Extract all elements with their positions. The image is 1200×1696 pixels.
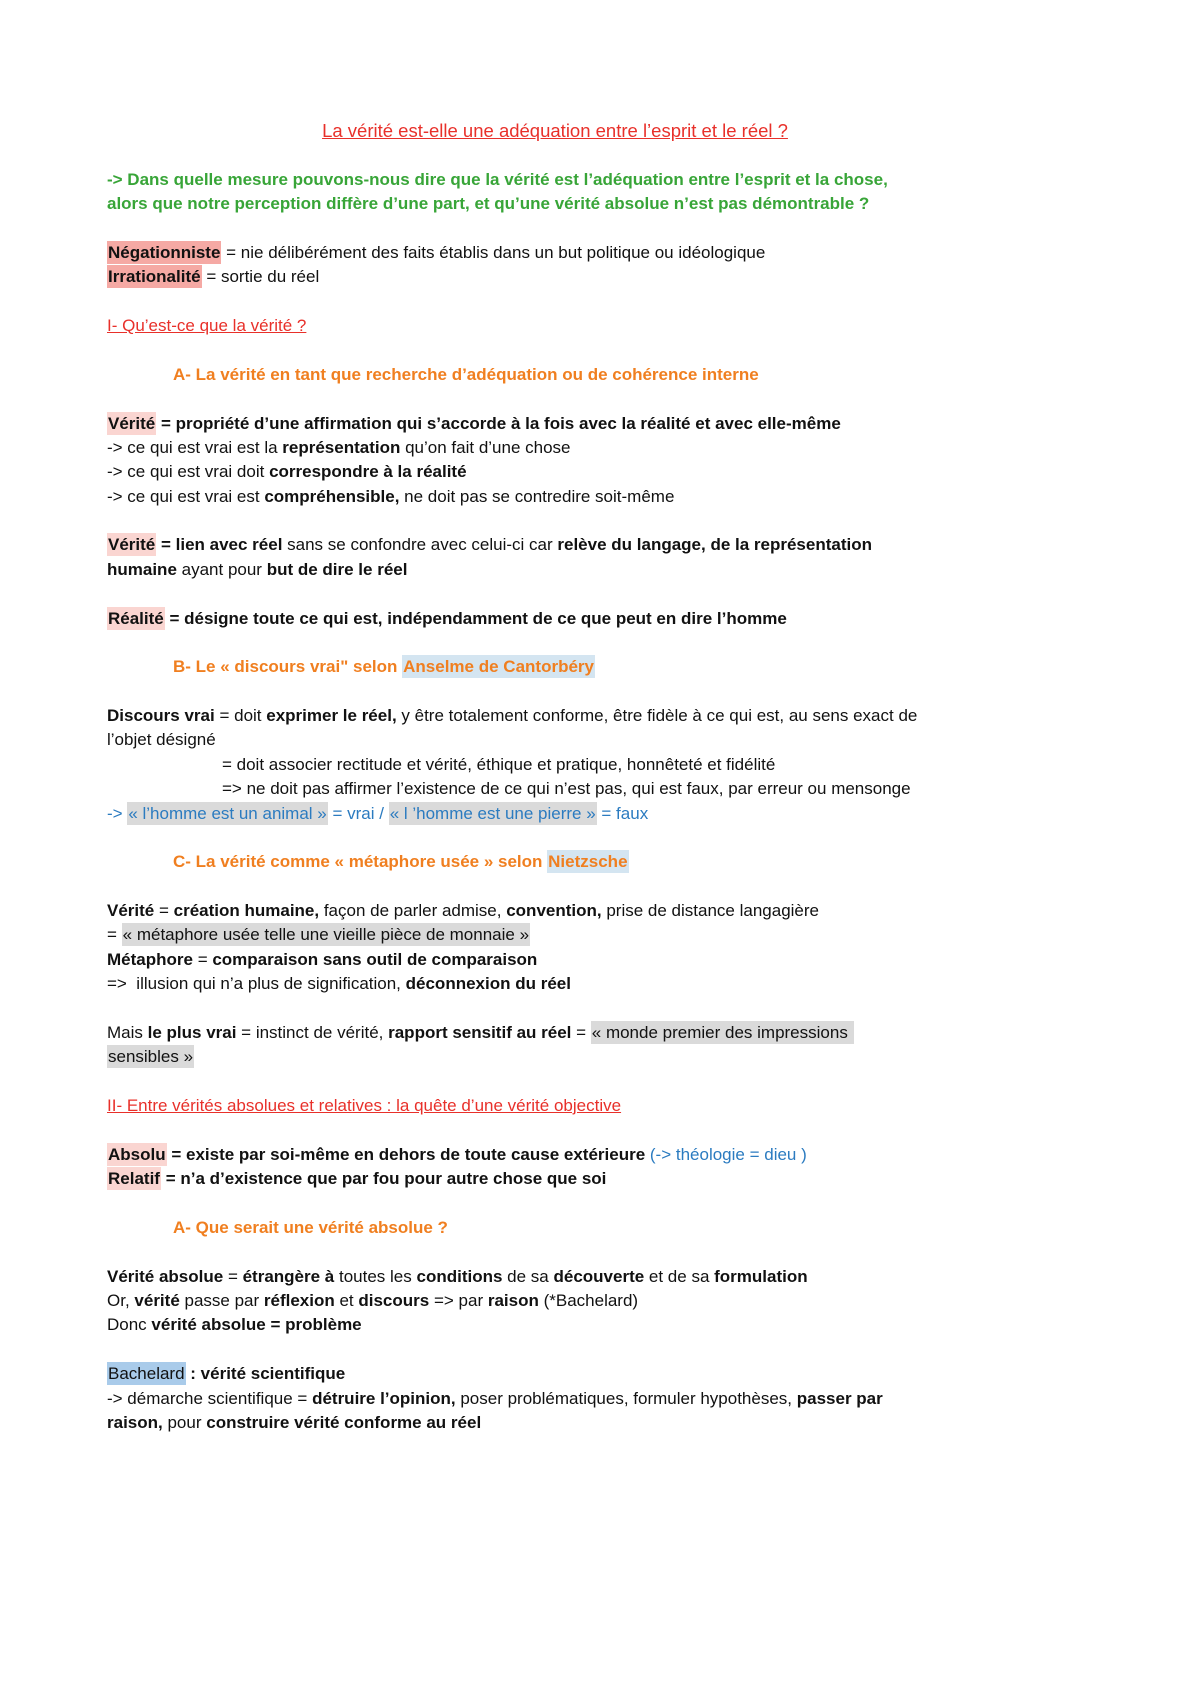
- text-run: ne doit pas se contredire soit-même: [399, 486, 675, 506]
- text-run: A- La vérité en tant que recherche d’adéquation ou de cohérence interne: [173, 364, 759, 384]
- bold-text: étrangère à: [242, 1266, 335, 1286]
- highlighted-term: Vérité: [108, 535, 156, 555]
- text-line: [107, 972, 1200, 996]
- text-run: I- Qu’est-ce que la vérité ?: [107, 316, 307, 335]
- text-run: (*Bachelard): [538, 1291, 639, 1310]
- highlighted-term: Relatif: [108, 1169, 160, 1189]
- bold-text: = propriété d’une affirmation qui s’accorde à la fois avec la réalité et avec elle-même: [156, 413, 841, 433]
- bold-text: réflexion: [263, 1291, 335, 1310]
- text-run: II- Entre vérités absolues et relatives : la quête d’une vérité objective: [107, 1096, 622, 1115]
- highlighted-term: « métaphore usée telle une vieille pièce de monnaie »: [122, 925, 530, 945]
- text-run: => ne doit pas affirmer l’existence de ce qui n’est pas, qui est faux, par erreur ou mensonge: [222, 779, 911, 799]
- definition-block: [107, 1143, 1200, 1192]
- bold-text: but de dire le réel: [266, 559, 408, 579]
- text-run: -> ce qui est vrai est: [107, 486, 265, 506]
- highlighted-term: Absolu: [108, 1144, 166, 1164]
- bold-text: alors que notre perception diffère d’une part, et qu’une vérité absolue n’est pas démontrable ?: [107, 194, 870, 214]
- text-line: [107, 607, 1200, 631]
- text-run: poser problématiques, formuler hypothèses,: [455, 1388, 797, 1408]
- text-run: C- La vérité comme « métaphore usée » selon: [173, 852, 548, 872]
- text-run: =: [154, 901, 174, 920]
- text-line: [107, 1094, 1200, 1118]
- bold-text: Vérité: [107, 901, 155, 920]
- text-run: =: [223, 1266, 243, 1286]
- section-heading: [107, 314, 1200, 338]
- highlighted-term: Nietzsche: [548, 852, 628, 872]
- text-run: => illusion qui n’a plus de signification,: [107, 974, 406, 994]
- bold-text: détruire l’opinion,: [312, 1388, 456, 1408]
- paragraph: [107, 1362, 1200, 1435]
- subsection-heading: [107, 1216, 1200, 1240]
- problematique: [107, 168, 1200, 217]
- text-line: [107, 1387, 1200, 1411]
- bold-text: vérité absolue = problème: [151, 1315, 362, 1335]
- text-run: => par: [429, 1291, 488, 1310]
- text-run: y être totalement conforme, être fidèle à ce qui est, au sens exact de: [396, 706, 918, 725]
- text-run: = faux: [596, 803, 649, 823]
- highlighted-term: « l ’homme est une pierre »: [389, 803, 596, 823]
- text-run: et de sa: [644, 1266, 715, 1286]
- text-line: [107, 923, 1200, 947]
- text-line: [107, 265, 1200, 289]
- paragraph: [107, 704, 1200, 826]
- text-run: -> démarche scientifique =: [107, 1388, 313, 1408]
- text-line: [107, 241, 1200, 265]
- bold-text: = désigne toute ce qui est, indépendamment de ce que peut en dire l’homme: [164, 608, 787, 628]
- text-line: [107, 1167, 1200, 1191]
- bold-text: : vérité scientifique: [185, 1364, 346, 1384]
- text-run: ayant pour: [176, 559, 267, 579]
- paragraph: [107, 607, 1200, 631]
- text-line: [107, 436, 1200, 460]
- text-line: [107, 460, 1200, 484]
- text-run: (-> théologie = dieu ): [645, 1144, 807, 1164]
- bold-text: création humaine,: [173, 901, 320, 920]
- bold-text: = n’a d’existence que par fou pour autre chose que soi: [160, 1169, 607, 1189]
- text-line: [107, 1362, 1200, 1386]
- bold-text: = existe par soi-même en dehors de toute cause extérieure: [166, 1144, 646, 1164]
- bold-text: le plus vrai: [147, 1022, 237, 1042]
- bold-text: humaine: [107, 559, 177, 579]
- text-run: ->: [107, 803, 128, 823]
- section-heading: [107, 1094, 1200, 1118]
- paragraph: [107, 1021, 1200, 1070]
- page-title: La vérité est-elle une adéquation entre l’esprit et le réel ?: [322, 120, 788, 141]
- bold-text: correspondre à la réalité: [269, 462, 467, 482]
- bold-text: = lien avec réel: [156, 535, 283, 555]
- subsection-heading: [107, 850, 1200, 874]
- text-run: sans se confondre avec celui-ci car: [282, 535, 558, 555]
- bold-text: découverte: [553, 1266, 645, 1286]
- text-run: =: [107, 925, 122, 945]
- text-run: qu’on fait d’une chose: [400, 437, 571, 457]
- paragraph: [107, 1265, 1200, 1338]
- subsection-heading: [107, 363, 1200, 387]
- text-run: = doit associer rectitude et vérité, éthique et pratique, honnêteté et fidélité: [222, 754, 776, 774]
- bold-text: comparaison sans outil de comparaison: [212, 949, 538, 969]
- bold-text: -> Dans quelle mesure pouvons-nous dire que la vérité est l’adéquation entre l’esprit et la chose,: [107, 169, 888, 189]
- text-line: [107, 1021, 1200, 1045]
- text-run: = doit: [214, 706, 267, 725]
- text-line: [107, 1216, 1200, 1240]
- bold-text: vérité: [134, 1291, 180, 1310]
- definition-block: [107, 241, 1200, 290]
- bold-text: Métaphore: [107, 949, 193, 969]
- text-line: [107, 314, 1200, 338]
- text-line: [107, 948, 1200, 972]
- text-line: [107, 485, 1200, 509]
- bold-text: passer par: [796, 1388, 883, 1408]
- paragraph: [107, 412, 1200, 510]
- text-line: [107, 1045, 1200, 1069]
- text-run: de sa: [502, 1266, 554, 1286]
- bold-text: convention,: [506, 901, 602, 920]
- text-line: [107, 533, 1200, 557]
- highlighted-term: « l’homme est un animal »: [128, 803, 327, 823]
- bold-text: conditions: [416, 1266, 503, 1286]
- text-run: façon de parler admise,: [319, 901, 507, 920]
- text-run: Or,: [107, 1291, 135, 1310]
- text-run: = vrai /: [327, 803, 389, 823]
- text-line: [107, 655, 1200, 679]
- text-line: [107, 168, 1200, 192]
- bold-text: déconnexion du réel: [405, 974, 571, 994]
- text-line: [107, 704, 1200, 728]
- text-run: = nie délibérément des faits établis dans un but politique ou idéologique: [221, 242, 766, 262]
- text-line: [107, 1313, 1200, 1337]
- bold-text: Discours vrai: [107, 706, 215, 725]
- text-run: A- Que serait une vérité absolue ?: [173, 1217, 448, 1237]
- highlighted-term: Anselme de Cantorbéry: [403, 657, 594, 677]
- paragraph: [107, 899, 1200, 997]
- bold-text: raison: [487, 1291, 539, 1310]
- text-line: [107, 1265, 1200, 1289]
- bold-text: compréhensible,: [264, 486, 400, 506]
- bold-text: représentation: [282, 437, 401, 457]
- subsection-heading: [107, 655, 1200, 679]
- text-run: prise de distance langagière: [601, 901, 819, 920]
- bold-text: exprimer le réel,: [266, 706, 397, 725]
- bold-text: relève du langage, de la représentation: [557, 535, 872, 555]
- text-line: [107, 802, 1200, 826]
- text-run: passe par: [179, 1291, 264, 1310]
- text-line: [107, 1411, 1200, 1435]
- text-line: [107, 558, 1200, 582]
- text-run: =: [192, 949, 213, 969]
- text-line: [107, 412, 1200, 436]
- text-line: [107, 1143, 1200, 1167]
- paragraph: [107, 533, 1200, 582]
- text-run: B- Le « discours vrai" selon: [173, 657, 403, 677]
- text-run: = sortie du réel: [201, 267, 320, 287]
- highlighted-term: Réalité: [108, 608, 164, 628]
- text-run: et: [334, 1291, 359, 1310]
- text-line: [107, 777, 1200, 801]
- text-run: -> ce qui est vrai est la: [107, 437, 283, 457]
- text-run: = instinct de vérité,: [236, 1022, 389, 1042]
- text-line: [107, 850, 1200, 874]
- highlighted-term: Bachelard: [108, 1364, 185, 1384]
- bold-text: raison,: [107, 1412, 163, 1432]
- bold-text: formulation: [714, 1266, 808, 1286]
- text-run: l’objet désigné: [107, 730, 216, 750]
- bold-text: construire vérité conforme au réel: [206, 1412, 482, 1432]
- text-run: Mais: [107, 1022, 148, 1042]
- text-line: [107, 1289, 1200, 1313]
- highlighted-term: sensibles »: [108, 1047, 194, 1067]
- bold-text: rapport sensitif au réel: [388, 1022, 572, 1042]
- document-body: [107, 168, 1200, 1436]
- bold-text: discours: [358, 1291, 430, 1310]
- text-run: -> ce qui est vrai doit: [107, 462, 270, 482]
- bold-text: Vérité absolue: [107, 1266, 224, 1286]
- highlighted-term: Négationniste: [108, 242, 221, 262]
- text-line: [107, 363, 1200, 387]
- text-run: =: [571, 1022, 591, 1042]
- text-line: [107, 753, 1200, 777]
- text-run: toutes les: [334, 1266, 417, 1286]
- text-line: [107, 192, 1200, 216]
- text-run: Donc: [107, 1315, 152, 1335]
- highlighted-term: Vérité: [108, 413, 156, 433]
- text-run: pour: [162, 1412, 207, 1432]
- highlighted-term: Irrationalité: [108, 267, 201, 287]
- highlighted-term: « monde premier des impressions: [591, 1022, 853, 1042]
- text-line: [107, 899, 1200, 923]
- text-line: [107, 728, 1200, 752]
